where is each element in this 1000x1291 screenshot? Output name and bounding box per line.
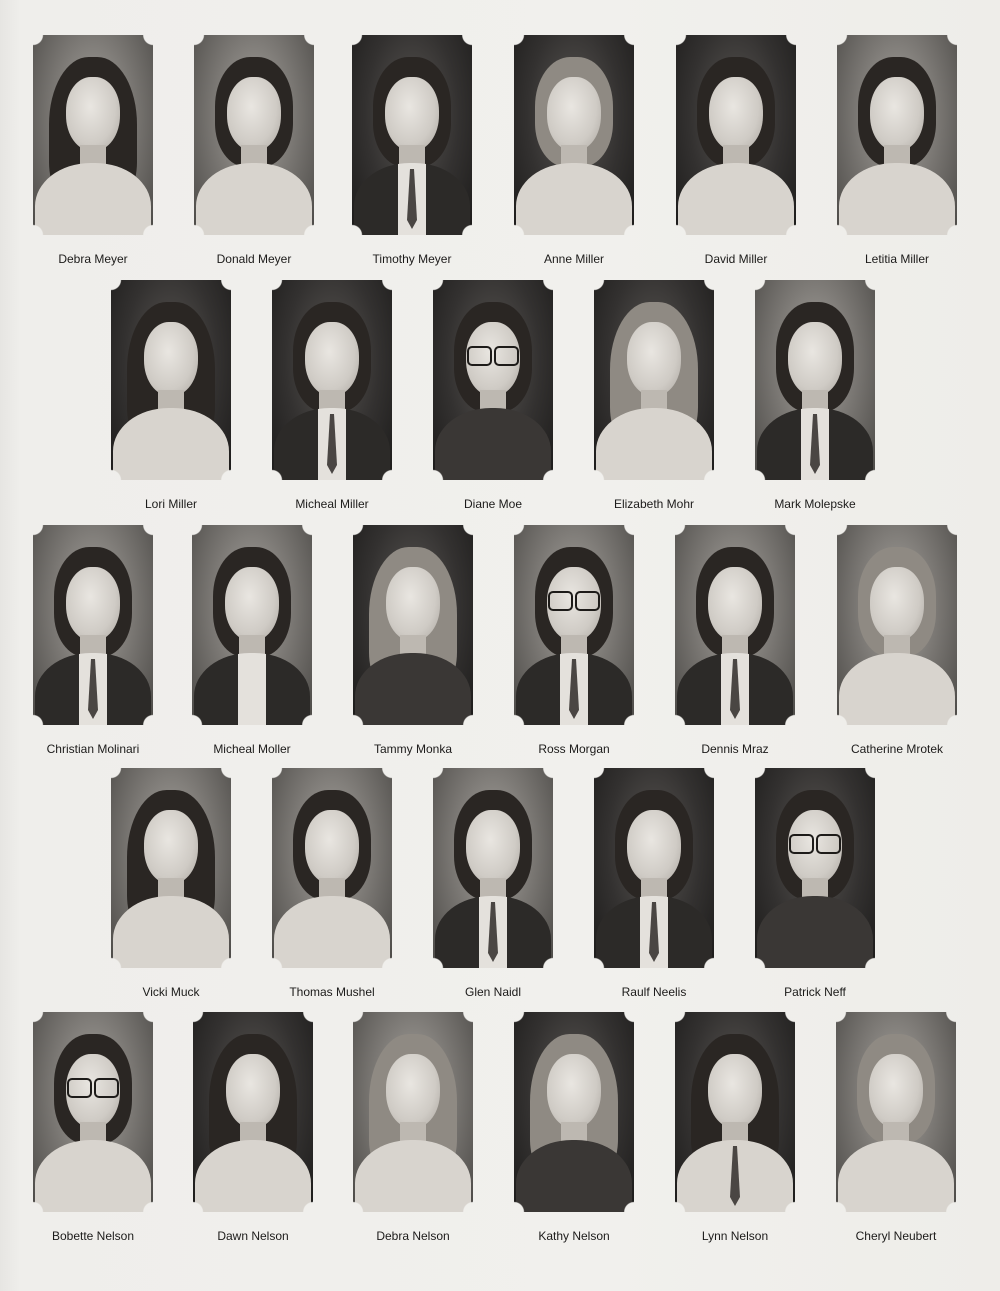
portrait-card — [592, 768, 716, 1008]
portrait-card — [431, 280, 555, 520]
portrait-card — [673, 525, 797, 765]
portrait-name: Elizabeth Mohr — [613, 497, 695, 511]
portrait-card — [753, 768, 877, 1008]
portrait-name: Debra Nelson — [376, 1229, 450, 1243]
portrait-photo — [514, 1012, 634, 1212]
portrait-photo — [433, 768, 553, 968]
portrait-photo — [755, 280, 875, 480]
portrait-card — [753, 280, 877, 520]
portrait-card — [431, 768, 555, 1008]
portrait-name: Lynn Nelson — [701, 1229, 769, 1243]
portrait-photo — [433, 280, 553, 480]
portrait-photo — [594, 768, 714, 968]
portrait-card — [31, 1012, 155, 1252]
portrait-card — [31, 525, 155, 765]
portrait-photo — [837, 35, 957, 235]
portrait-card — [109, 768, 233, 1008]
portrait-name: Micheal Moller — [213, 742, 291, 756]
portrait-photo — [594, 280, 714, 480]
portrait-photo — [514, 35, 634, 235]
portrait-name: Ross Morgan — [538, 742, 610, 756]
portrait-photo — [33, 1012, 153, 1212]
portrait-card — [351, 525, 475, 765]
portrait-photo — [33, 35, 153, 235]
portrait-name: Kathy Nelson — [538, 1229, 610, 1243]
portrait-name: Patrick Neff — [784, 985, 846, 999]
portrait-photo — [111, 280, 231, 480]
portrait-name: Mark Molepske — [774, 497, 856, 511]
portrait-photo — [755, 768, 875, 968]
portrait-name: Vicki Muck — [142, 985, 200, 999]
portrait-name: Cheryl Neubert — [855, 1229, 937, 1243]
portrait-photo — [272, 768, 392, 968]
portrait-row-5 — [0, 1012, 1000, 1252]
portrait-card — [270, 280, 394, 520]
portrait-card — [512, 1012, 636, 1252]
portrait-name: Raulf Neelis — [621, 985, 687, 999]
portrait-photo — [193, 1012, 313, 1212]
portrait-card — [834, 1012, 958, 1252]
portrait-name: David Miller — [704, 252, 768, 266]
portrait-photo — [192, 525, 312, 725]
portrait-row-4 — [0, 768, 1000, 1008]
portrait-card — [674, 35, 798, 275]
portrait-card — [192, 35, 316, 275]
portrait-name: Donald Meyer — [216, 252, 292, 266]
portrait-name: Timothy Meyer — [372, 252, 452, 266]
portrait-photo — [272, 280, 392, 480]
portrait-card — [512, 35, 636, 275]
portrait-name: Catherine Mrotek — [850, 742, 944, 756]
portrait-card — [835, 35, 959, 275]
portrait-row-2 — [0, 280, 1000, 520]
portrait-card — [31, 35, 155, 275]
portrait-name: Tammy Monka — [373, 742, 453, 756]
portrait-name: Micheal Miller — [295, 497, 369, 511]
portrait-photo — [837, 525, 957, 725]
portrait-name: Lori Miller — [144, 497, 197, 511]
portrait-row-3 — [0, 525, 1000, 765]
portrait-card — [512, 525, 636, 765]
portrait-card — [270, 768, 394, 1008]
portrait-card — [351, 1012, 475, 1252]
portrait-name: Anne Miller — [543, 252, 605, 266]
portrait-row-1 — [0, 35, 1000, 275]
portrait-card — [191, 1012, 315, 1252]
portrait-card — [673, 1012, 797, 1252]
portrait-name: Letitia Miller — [864, 252, 930, 266]
portrait-card — [592, 280, 716, 520]
portrait-photo — [353, 1012, 473, 1212]
portrait-name: Diane Moe — [463, 497, 523, 511]
portrait-photo — [676, 35, 796, 235]
portrait-name: Christian Molinari — [46, 742, 140, 756]
portrait-photo — [194, 35, 314, 235]
portrait-name: Thomas Mushel — [289, 985, 375, 999]
portrait-name: Debra Meyer — [58, 252, 128, 266]
portrait-card — [190, 525, 314, 765]
portrait-photo — [675, 1012, 795, 1212]
portrait-card — [835, 525, 959, 765]
portrait-photo — [675, 525, 795, 725]
portrait-photo — [353, 525, 473, 725]
portrait-name: Dennis Mraz — [701, 742, 769, 756]
portrait-card — [109, 280, 233, 520]
portrait-photo — [836, 1012, 956, 1212]
portrait-name: Dawn Nelson — [217, 1229, 289, 1243]
portrait-name: Bobette Nelson — [51, 1229, 135, 1243]
portrait-card — [350, 35, 474, 275]
portrait-photo — [352, 35, 472, 235]
portrait-photo — [514, 525, 634, 725]
portrait-photo — [111, 768, 231, 968]
portrait-photo — [33, 525, 153, 725]
portrait-name: Glen Naidl — [464, 985, 522, 999]
